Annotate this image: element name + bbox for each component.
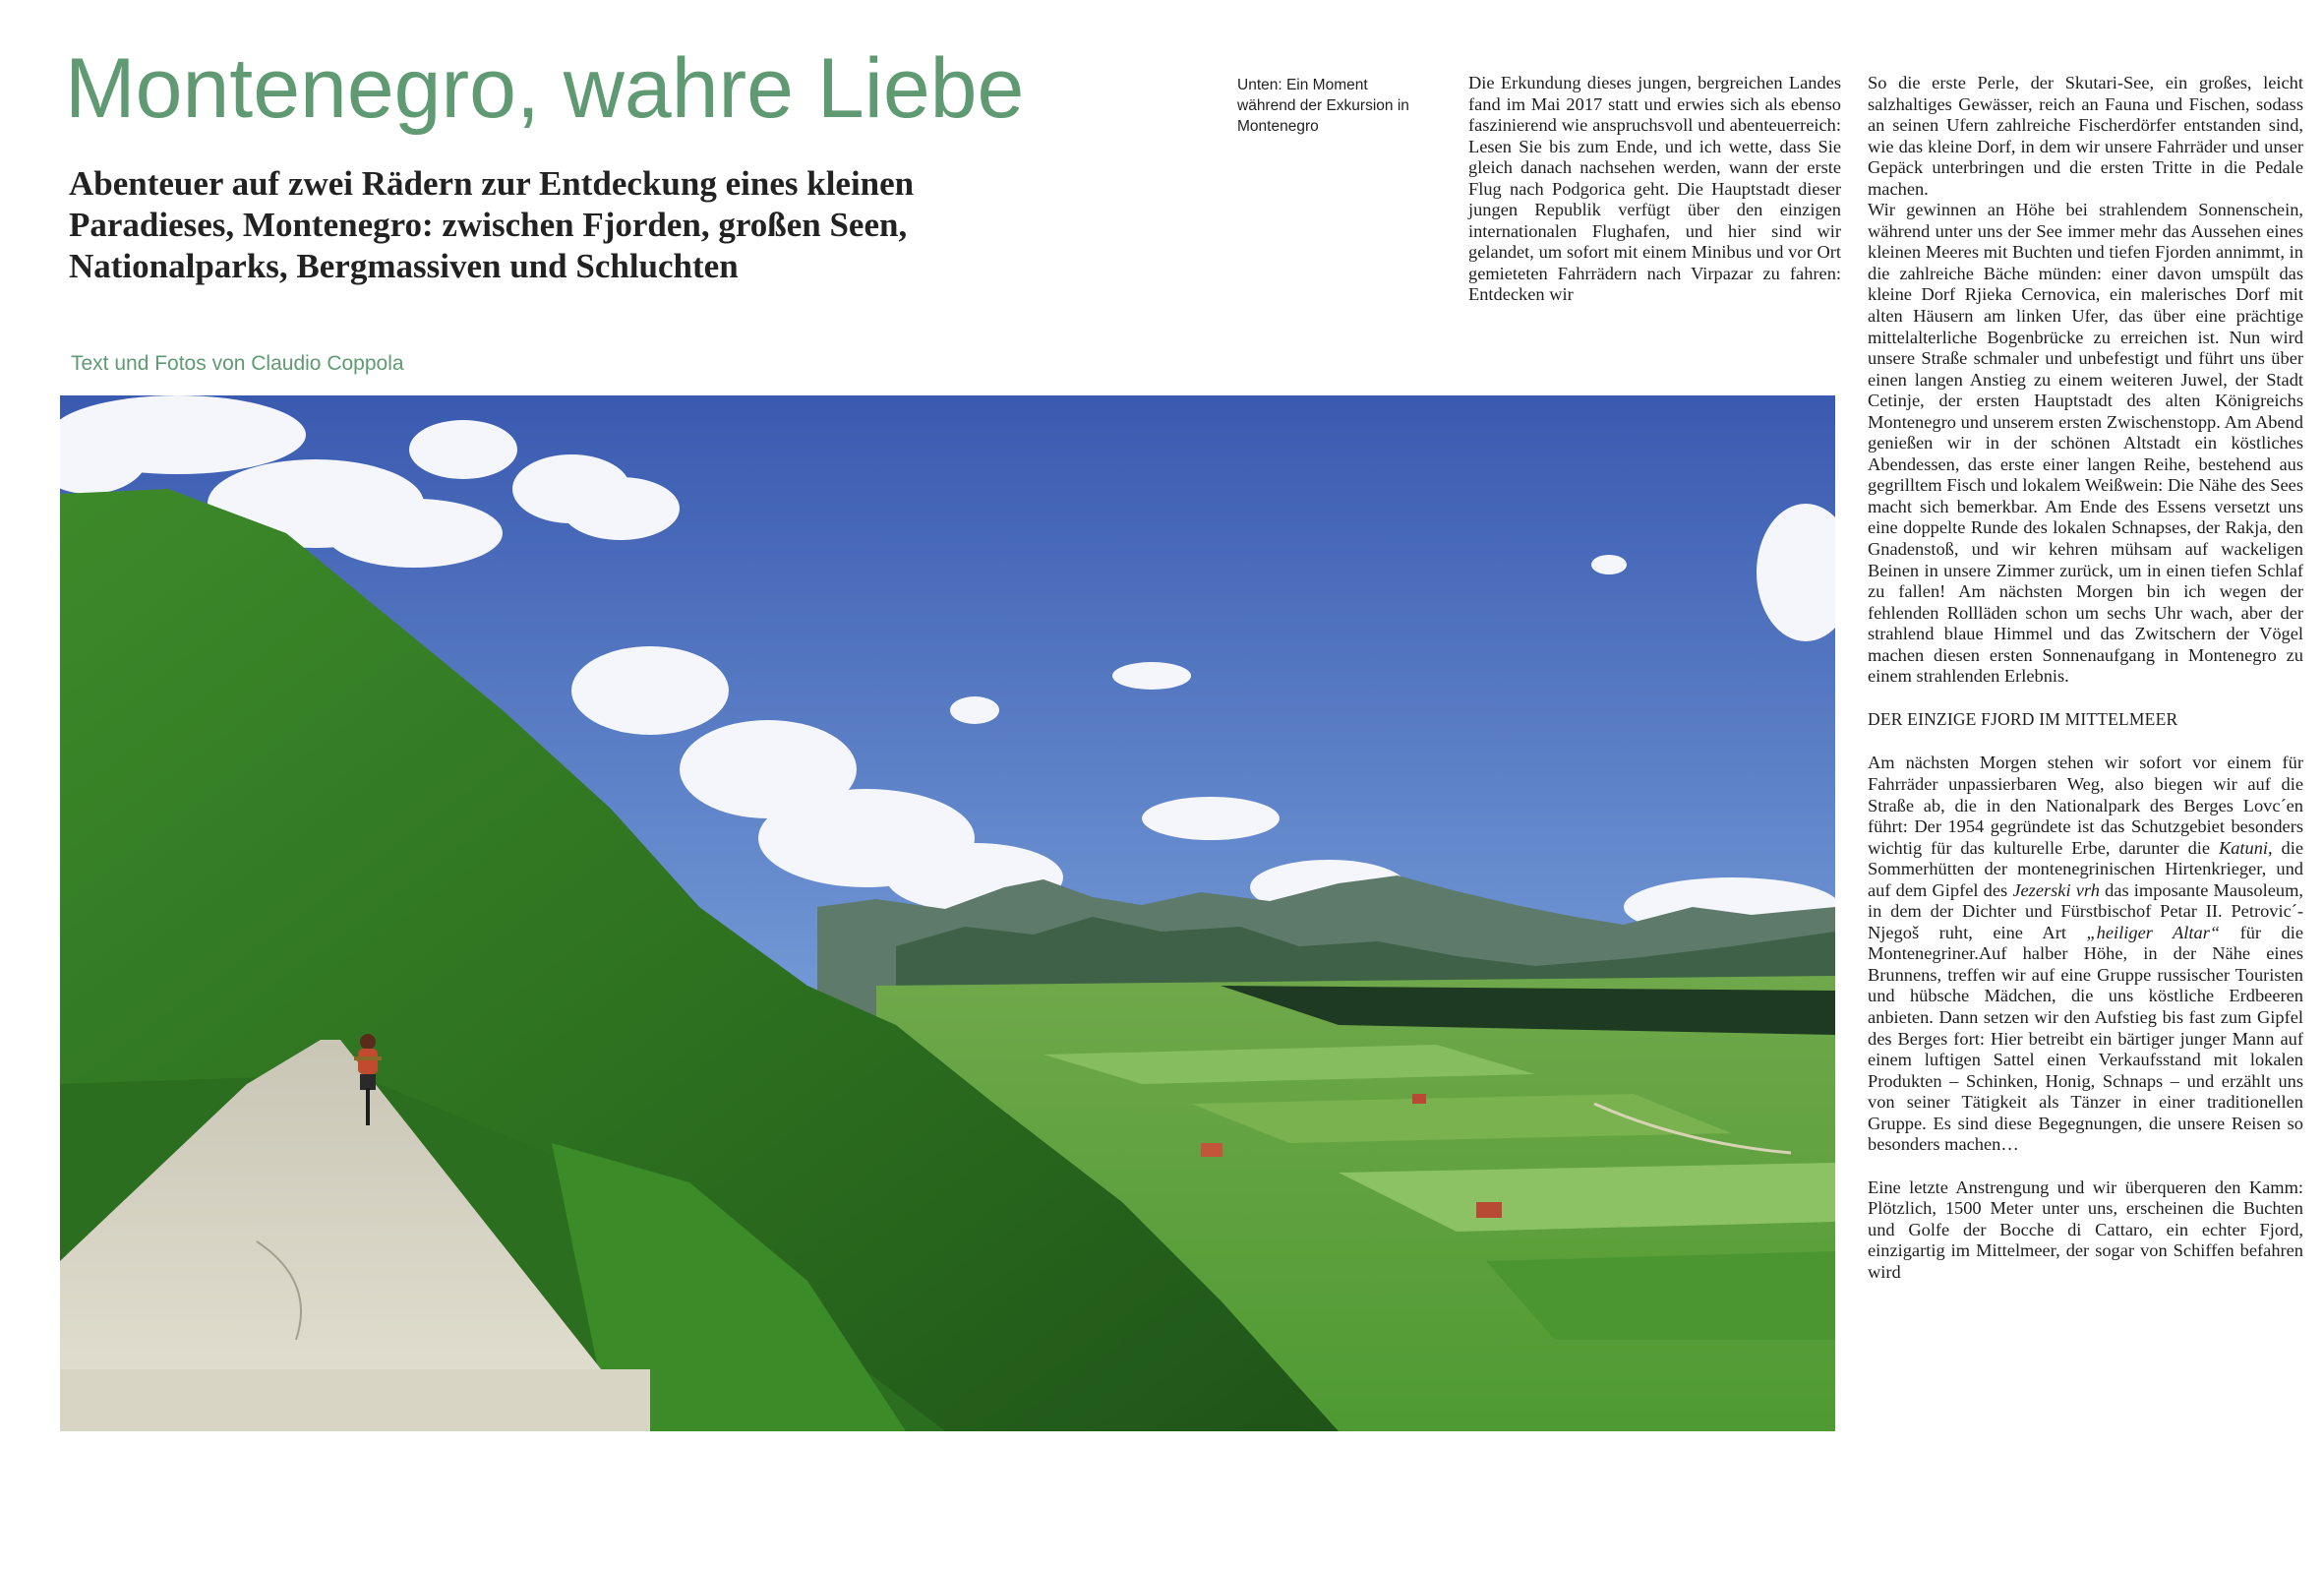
text-run: Am nächsten Morgen stehen wir sofort vor einem für Fahrräder unpassierbaren Weg, also biegen wir auf die Straße ab, die in den Nationalpark des Berges Lovc´en führt: Der 1954 gegründete ist das Schutzgebiet besonders wichtig für das kulturelle Erbe, darunter die bbox=[1868, 753, 2303, 858]
landscape-photo bbox=[60, 395, 1835, 1431]
text-column-2 bbox=[1868, 73, 2303, 1284]
italic-term: Jezerski vrh bbox=[2012, 879, 2100, 900]
photo-caption: Unten: Ein Moment während der Exkursion in Montenegro bbox=[1237, 77, 1409, 135]
italic-term: „heiliger Altar“ bbox=[2086, 922, 2221, 942]
italic-term: Katuni bbox=[2218, 837, 2269, 858]
article-title: Montenegro, wahre Liebe bbox=[65, 41, 1025, 136]
article-subtitle: Abenteuer auf zwei Rädern zur Entdeckung eines kleinen Paradieses, Montenegro: zwischen Fjorden, großen Seen, Nationalparks, Bergmassiven und Schluchten bbox=[69, 164, 915, 285]
article-byline: Text und Fotos von Claudio Coppola bbox=[71, 352, 404, 375]
paragraph: Eine letzte Anstrengung und wir überqueren den Kamm: Plötzlich, 1500 Meter unter uns, erscheinen die Buchten und Golfe der Bocche di Cattaro, ein echter Fjord, einzigartig im Mittelmeer, der sogar von Schiffen befahren wird bbox=[1868, 1177, 2303, 1282]
text-run: , die Sommerhütten der montenegrinischen Hirtenkrieger, und auf dem Gipfel des bbox=[1868, 837, 2303, 900]
text-run: das imposante Mausoleum, in dem der Dichter und Fürstbischof Petar II. Petrovic´-Njegoš ruht, eine Art bbox=[1868, 879, 2303, 942]
paragraph bbox=[1868, 753, 2303, 1155]
paragraph: So die erste Perle, der Skutari-See, ein großes, leicht salzhaltiges Gewässer, reich an Fauna und Fischen, sodass an seinen Ufern zahlreiche Fischerdörfer entstanden sind, wie das kleine Dorf, in dem wir unsere Fahrräder und unser Gepäck unterbringen und die ersten Tritte in die Pedale machen. bbox=[1868, 73, 2303, 199]
paragraph: Wir gewinnen an Höhe bei strahlendem Sonnenschein, während unter uns der See immer mehr das Aussehen eines kleinen Meeres mit Buchten und tiefen Fjorden annimmt, in die zahlreiche Bäche münden: einer davon umspült das kleine Dorf Rjieka Cernovica, ein malerisches Dorf mit alten Häusern am linken Ufer, das über eine prächtige mittelalterliche Bogenbrücke zu erreichen ist. Nun wird unsere Straße schmaler und unbefestigt und führt uns über einen langen Anstieg zu einem weiteren Juwel, der Stadt Cetinje, der ersten Hauptstadt des alten Königreichs Montenegro und unserem ersten Zwischenstopp. Am Abend genießen wir in der schönen Altstadt ein köstliches Abendessen, das erste einer langen Reihe, bestehend aus gegrilltem Fisch und lokalem Weißwein: Die Nähe des Sees macht sich bemerkbar. Am Ende des Essens versetzt uns eine doppelte Runde des lokalen Schnapses, der Rakja, den Gnadenstoß, und wir kehren mühsam auf wackeligen Beinen in unsere Zimmer zurück, um in einen tiefen Schlaf zu fallen! Am nächsten Morgen bin ich wegen der fehlenden Rollläden schon um sechs Uhr wach, aber der strahlend blaue Himmel und das Zwitschern der Vögel machen diesen ersten Sonnenaufgang in Montenegro zu einem strahlenden Erlebnis. bbox=[1868, 200, 2303, 687]
text-column-1 bbox=[1468, 73, 1841, 306]
paragraph: Die Erkundung dieses jungen, bergreichen Landes fand im Mai 2017 statt und erwies sich als ebenso faszinierend wie anspruchsvoll und abenteuerreich: Lesen Sie bis zum Ende, und ich wette, dass Sie gleich danach nachsehen werden, wann der erste Flug nach Podgorica geht. Die Hauptstadt dieser jungen Republik verfügt über den einzigen internationalen Flughafen, und hier sind wir gelandet, um sofort mit einem Minibus und vor Ort gemieteten Fahrrädern nach Virpazar zu fahren: Entdecken wir bbox=[1468, 73, 1841, 305]
section-heading: DER EINZIGE FJORD IM MITTELMEER bbox=[1868, 708, 2178, 729]
text-run: für die Montenegriner.Auf halber Höhe, in der Nähe eines Brunnens, treffen wir auf eine Gruppe russischer Touristen und hübsche Mädchen, die uns köstliche Erdbeeren anbieten. Dann setzen wir den Aufstieg bis fast zum Gipfel des Berges fort: Hier betreibt ein bärtiger junger Mann auf einem luftigen Sattel einen Verkaufsstand mit lokalen Produkten – Schinken, Honig, Schnaps – und erzählt uns von seiner Tätigkeit als Tänzer in einer traditionellen Gruppe. Es sind diese Begegnungen, die unsere Reisen so besonders machen… bbox=[1868, 922, 2304, 1155]
